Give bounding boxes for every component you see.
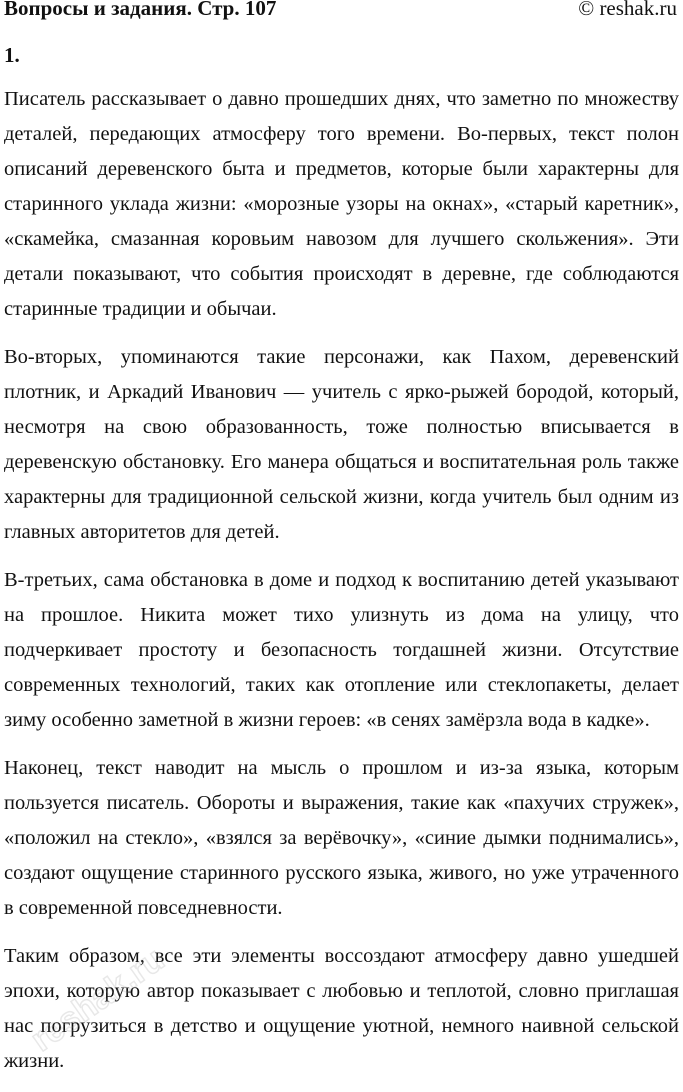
- paragraph-2: Во-вторых, упоминаются такие персонажи, как Пахом, деревенский плотник, и Аркадий Иванович — учитель с ярко-рыжей бородой, который, несмотря на свою образованность, тоже полностью вписывается в деревенскую обстановку. Его манера общаться и воспитательная роль также характерны для традиционной сельской жизни, когда учитель был одним из главных авторитетов для детей.: [4, 346, 679, 543]
- page-header: [0, 0, 683, 26]
- paragraph-5: Таким образом, все эти элементы воссоздают атмосферу давно ушедшей эпохи, которую автор показывает с любовью и теплотой, словно приглашая нас погрузиться в детство и ощущение уютной, немного наивной сельской жизни.: [4, 945, 679, 1072]
- answer-text: [4, 82, 679, 1092]
- task-number: 1.: [4, 43, 20, 67]
- paragraph-4: Наконец, текст наводит на мысль о прошлом и из-за языка, которым пользуется писатель. Обороты и выражения, такие как «пахучих стружек», «положил на стекло», «взялся за верёвочку», «синие дымки поднимались», создают ощущение старинного русского языка, живого, но уже утраченного в современной повседневности.: [4, 757, 679, 919]
- paragraph-3: В-третьих, сама обстановка в доме и подход к воспитанию детей указывают на прошлое. Никита может тихо улизнуть из дома на улицу, что подчеркивает простоту и безопасность тогдашней жизни. Отсутствие современных технологий, таких как отопление или стеклопакеты, делает зиму особенно заметной в жизни героев: «в сенях замёрзла вода в кадке».: [4, 569, 679, 731]
- paragraph-1: Писатель рассказывает о давно прошедших днях, что заметно по множеству деталей, передающих атмосферу того времени. Во-первых, текст полон описаний деревенского быта и предметов, которые были характерны для старинного уклада жизни: «морозные узоры на окнах», «старый каретник», «скамейка, смазанная коровьим навозом для лучшего скольжения». Эти детали показывают, что события происходят в деревне, где соблюдаются старинные традиции и обычаи.: [4, 88, 679, 320]
- svg-text:reshak.ru: reshak.ru: [24, 940, 172, 1059]
- page-title: Вопросы и задания. Стр. 107: [4, 0, 277, 20]
- copyright-notice: © reshak.ru: [578, 0, 677, 20]
